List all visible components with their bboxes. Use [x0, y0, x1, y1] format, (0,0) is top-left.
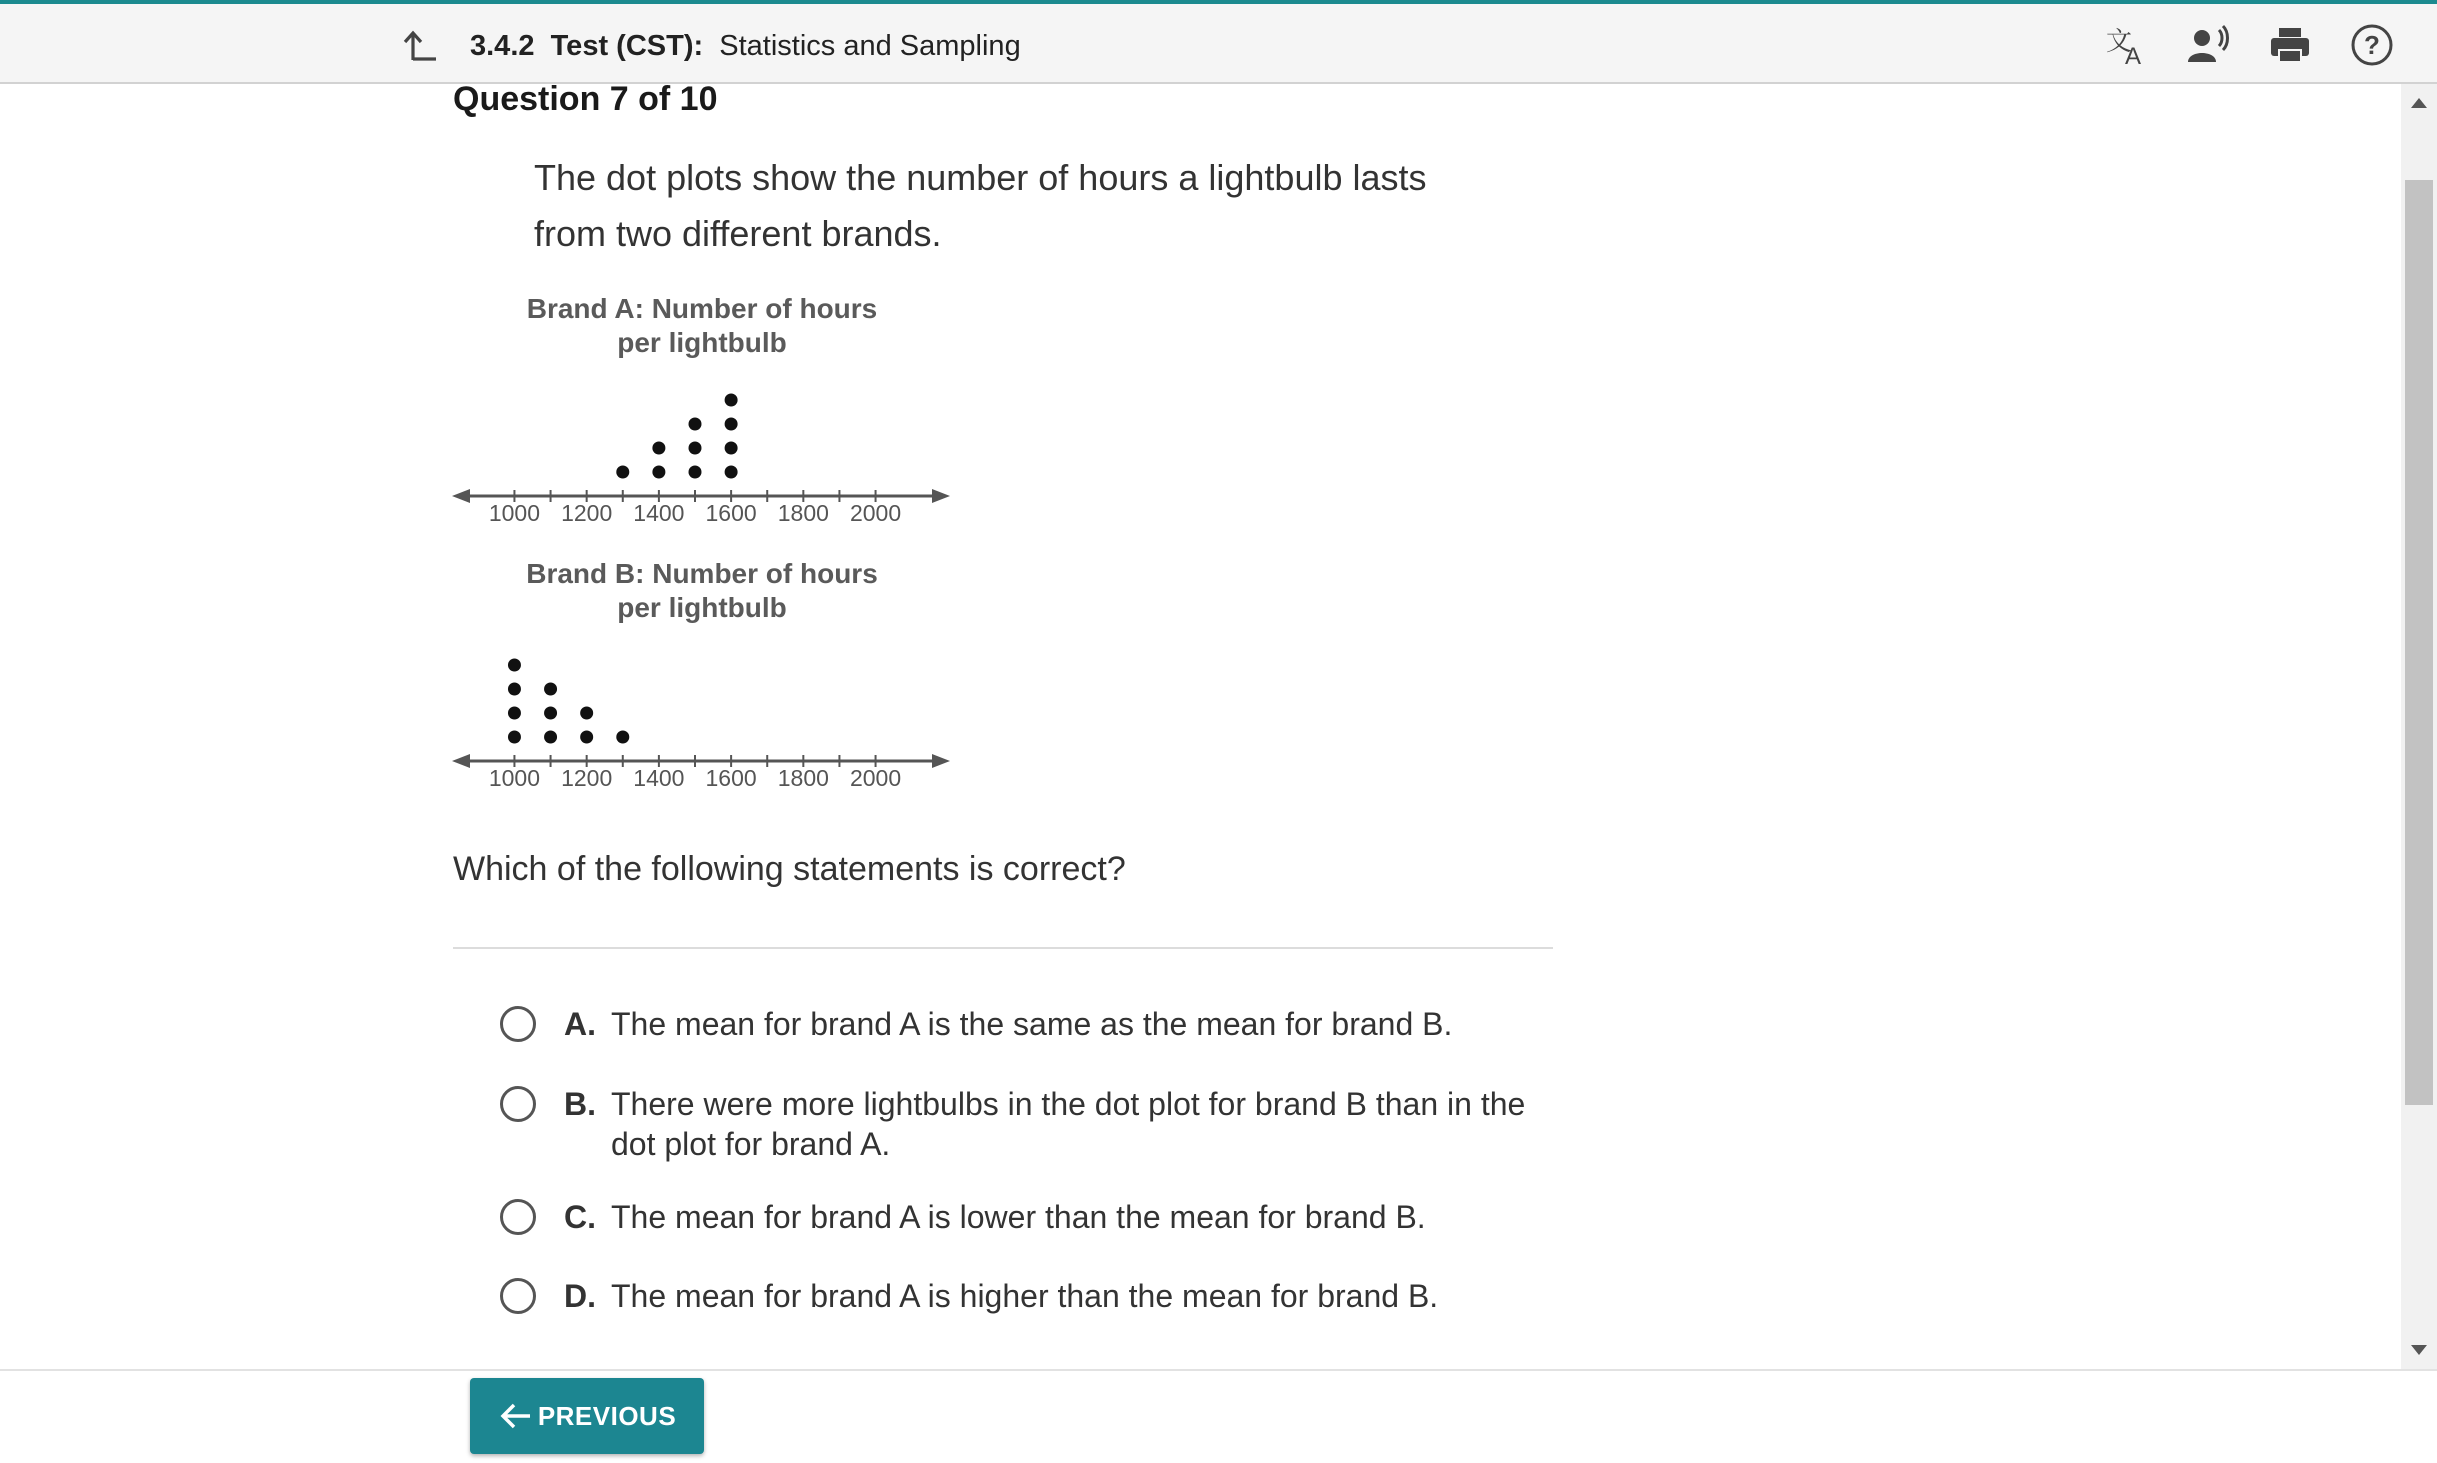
- back-arrow-icon[interactable]: [400, 26, 440, 66]
- radio-button[interactable]: [500, 1199, 536, 1235]
- tick-label: 1600: [705, 765, 757, 791]
- toolbar: [2103, 22, 2395, 68]
- tick-label: 2000: [849, 500, 902, 526]
- plot-title-line-2: per lightbulb: [617, 327, 787, 358]
- dot-plot-brand-a: [450, 292, 960, 562]
- choice-text: There were more lightbulbs in the dot plot for brand B than in the dot plot for brand A.: [611, 1086, 1526, 1162]
- choice-text: The mean for brand A is lower than the mean for brand B.: [611, 1199, 1426, 1235]
- question-prompt: Which of the following statements is correct?: [453, 850, 1126, 888]
- data-dot: [689, 466, 702, 479]
- help-icon[interactable]: [2349, 22, 2395, 68]
- choice-text: The mean for brand A is higher than the mean for brand B.: [611, 1278, 1439, 1314]
- svg-text:?: ?: [2364, 30, 2380, 60]
- data-dot: [725, 418, 738, 431]
- read-aloud-icon[interactable]: [2185, 22, 2231, 68]
- axis-arrow-right: [932, 754, 950, 768]
- data-dot: [725, 442, 738, 455]
- footer-bar: [0, 1369, 2437, 1463]
- tick-label: 1600: [705, 500, 757, 526]
- tick-label: 1400: [633, 500, 685, 526]
- dot-plot-brand-b: [450, 557, 960, 827]
- choice-letter: A.: [564, 1006, 596, 1042]
- data-dot: [652, 466, 665, 479]
- axis-arrow-left: [452, 754, 470, 768]
- previous-button[interactable]: [470, 1378, 704, 1454]
- divider: [453, 947, 1553, 949]
- tick-label: 1800: [777, 500, 829, 526]
- test-type: Test (CST):: [550, 30, 704, 62]
- data-dot: [544, 683, 557, 696]
- previous-label: PREVIOUS: [537, 1400, 677, 1431]
- data-dot: [508, 731, 521, 744]
- question-number: Question 7 of 10: [453, 80, 718, 118]
- svg-text:文: 文: [2106, 27, 2133, 57]
- scrollbar[interactable]: [2401, 84, 2437, 1369]
- plot-title-line-2: per lightbulb: [617, 592, 787, 623]
- tick-label: 1200: [561, 500, 613, 526]
- choice-letter: B.: [564, 1086, 596, 1122]
- data-dot: [616, 731, 629, 744]
- choice-letter: C.: [564, 1199, 596, 1235]
- radio-button[interactable]: [500, 1278, 536, 1314]
- data-dot: [689, 442, 702, 455]
- data-dot: [508, 659, 521, 672]
- top-bar: [0, 0, 2437, 84]
- radio-button[interactable]: [500, 1086, 536, 1122]
- dot-plot-svg: [450, 557, 960, 827]
- data-dot: [725, 466, 738, 479]
- choice-letter: D.: [564, 1278, 596, 1314]
- radio-button[interactable]: [500, 1006, 536, 1042]
- section-number: 3.4.2: [470, 30, 535, 62]
- data-dot: [652, 442, 665, 455]
- plot-title-line-1: Brand B: Number of hours: [526, 558, 878, 589]
- tick-label: 1800: [777, 765, 829, 791]
- data-dot: [689, 418, 702, 431]
- test-name: Statistics and Sampling: [719, 30, 1021, 62]
- plot-title-line-1: Brand A: Number of hours: [526, 293, 878, 324]
- tick-label: 1400: [633, 765, 685, 791]
- svg-text:A: A: [2125, 43, 2142, 68]
- tick-label: 1000: [488, 500, 541, 526]
- axis-arrow-left: [452, 489, 470, 503]
- question-stem: The dot plots show the number of hours a lightbulb lasts from two different brands.: [534, 157, 1427, 254]
- data-dot: [580, 731, 593, 744]
- dot-plot-svg: [450, 292, 960, 562]
- data-dot: [544, 731, 557, 744]
- data-dot: [508, 707, 521, 720]
- scroll-up-arrow-icon[interactable]: [2411, 98, 2427, 108]
- data-dot: [725, 394, 738, 407]
- tick-label: 1000: [488, 765, 541, 791]
- tick-label: 1200: [561, 765, 613, 791]
- translate-icon[interactable]: [2103, 22, 2149, 68]
- print-icon[interactable]: [2267, 22, 2313, 68]
- data-dot: [580, 707, 593, 720]
- data-dot: [616, 466, 629, 479]
- choice-text: The mean for brand A is the same as the mean for brand B.: [611, 1006, 1453, 1042]
- tick-label: 2000: [849, 765, 902, 791]
- scroll-thumb[interactable]: [2405, 180, 2433, 1105]
- test-title: [470, 28, 1021, 64]
- scroll-down-arrow-icon[interactable]: [2411, 1345, 2427, 1355]
- arrow-left-icon: [498, 1398, 534, 1434]
- axis-arrow-right: [932, 489, 950, 503]
- data-dot: [544, 707, 557, 720]
- data-dot: [508, 683, 521, 696]
